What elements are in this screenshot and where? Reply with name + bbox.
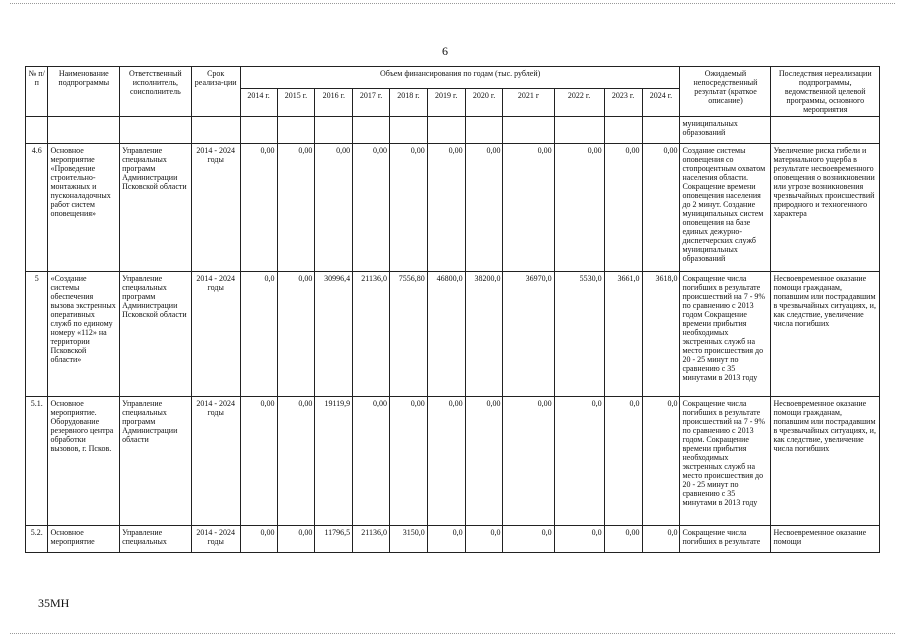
row-value: [353, 117, 390, 144]
year-header: 2022 г.: [554, 88, 604, 116]
row-name: «Создание системы обеспечения вызова экстренных оперативных служб по единому номеру «112» на территории Псковской области»: [48, 272, 120, 397]
year-header: 2021 г: [503, 88, 554, 116]
row-consequences: Несвоевременное оказание помощи гражданам, попавшим или пострадавшим в чрезвычайных ситуациях, и, как следствие, увеличение числа погибших: [771, 272, 880, 397]
row-num: 5: [26, 272, 48, 397]
row-responsible: Управление специальных программ Администрации Псковской области: [120, 144, 192, 272]
row-value: 0,00: [240, 397, 277, 526]
row-value: 0,00: [277, 397, 315, 526]
row-value: 3661,0: [604, 272, 642, 397]
row-num: [26, 117, 48, 144]
row-value: 5530,0: [554, 272, 604, 397]
row-value: 0,00: [503, 397, 554, 526]
row-value: 0,00: [240, 144, 277, 272]
row-value: 21136,0: [353, 526, 390, 553]
row-value: 0,00: [389, 144, 427, 272]
row-value: 0,00: [503, 144, 554, 272]
row-value: 0,00: [427, 397, 465, 526]
row-value: [277, 117, 315, 144]
year-header: 2019 г.: [427, 88, 465, 116]
col-expected-header: Ожидаемый непосредственный результат (краткое описание): [680, 67, 771, 117]
row-value: 0,00: [389, 397, 427, 526]
row-responsible: Управление специальных: [120, 526, 192, 553]
row-expected: Создание системы оповещения со стопроцентным охватом населения области. Сокращение времени оповещения населения до 2 минут. Создание муниципальных систем оповещения на базе единых дежурно-диспетчерских служб муниципальных образований: [680, 144, 771, 272]
program-table: [25, 66, 880, 553]
row-value: [465, 117, 503, 144]
row-expected: Сокращение числа погибших в результате происшествий на 7 - 9% по сравнению с 2013 годом Сокращение времени прибытия необходимых экстренных служб на место происшествия до 20 - 25 минут по сравнению с 35 минутами в 2013 году: [680, 272, 771, 397]
row-expected: муниципальных образований: [680, 117, 771, 144]
row-value: 0,00: [604, 526, 642, 553]
row-name: Основное мероприятие «Проведение строительно-монтажных и пусконаладочных работ систем оповещения»: [48, 144, 120, 272]
row-num: 5.2.: [26, 526, 48, 553]
row-value: [427, 117, 465, 144]
row-value: [554, 117, 604, 144]
row-value: 0,00: [315, 144, 353, 272]
row-value: 0,00: [277, 144, 315, 272]
row-value: [389, 117, 427, 144]
row-value: 38200,0: [465, 272, 503, 397]
row-value: 30996,4: [315, 272, 353, 397]
row-value: [604, 117, 642, 144]
row-value: 0,00: [353, 144, 390, 272]
col-num-header: № п/п: [26, 67, 48, 117]
year-header: 2015 г.: [277, 88, 315, 116]
row-value: [315, 117, 353, 144]
year-header: 2014 г.: [240, 88, 277, 116]
row-value: 0,00: [240, 526, 277, 553]
page-bottom-edge: [10, 633, 895, 634]
row-value: 0,0: [554, 526, 604, 553]
row-value: 0,0: [554, 397, 604, 526]
row-term: 2014 - 2024 годы: [191, 397, 240, 526]
row-value: 11796,5: [315, 526, 353, 553]
row-term: 2014 - 2024 годы: [191, 144, 240, 272]
row-consequences: [771, 117, 880, 144]
table-row: [26, 144, 880, 272]
year-header: 2020 г.: [465, 88, 503, 116]
row-consequences: Несвоевременное оказание помощи гражданам, попавшим или пострадавшим в чрезвычайных ситуациях, и, как следствие, увеличение числа погибших: [771, 397, 880, 526]
col-funding-header: Объем финансирования по годам (тыс. рублей): [240, 67, 680, 89]
row-value: 0,0: [503, 526, 554, 553]
col-responsible-header: Ответственный исполнитель, соисполнитель: [120, 67, 192, 117]
row-term: 2014 - 2024 годы: [191, 526, 240, 553]
row-value: 7556,80: [389, 272, 427, 397]
row-value: 0,00: [465, 397, 503, 526]
row-value: 0,00: [604, 144, 642, 272]
row-responsible: Управление специальных программ Администрации Псковской области: [120, 272, 192, 397]
row-name: [48, 117, 120, 144]
page-top-edge: [10, 3, 895, 4]
row-responsible: Управление специальных программ Администрации области: [120, 397, 192, 526]
table-row: [26, 272, 880, 397]
row-value: 0,0: [642, 526, 680, 553]
table-row: [26, 397, 880, 526]
row-expected: Сокращение числа погибших в результате происшествий на 7 - 9% по сравнению с 2013 годом. Сокращение времени прибытия необходимых экстренных служб на место происшествия до 20 - 25 минут по сравнению с 35 минутами в 2013 году: [680, 397, 771, 526]
row-name: Основное мероприятие. Оборудование резервного центра обработки вызовов, г. Псков.: [48, 397, 120, 526]
table-row: [26, 526, 880, 553]
row-responsible: [120, 117, 192, 144]
row-value: 0,0: [427, 526, 465, 553]
row-value: 21136,0: [353, 272, 390, 397]
year-header: 2023 г.: [604, 88, 642, 116]
col-consequences-header: Последствия нереализации подпрограммы, ведомственной целевой программы, основного мероприятия: [771, 67, 880, 117]
row-expected: Сокращение числа погибших в результате: [680, 526, 771, 553]
row-value: 19119,9: [315, 397, 353, 526]
row-value: 0,0: [642, 397, 680, 526]
header-row: [26, 67, 880, 89]
year-header: 2016 г.: [315, 88, 353, 116]
row-value: 0,00: [427, 144, 465, 272]
row-name: Основное мероприятие: [48, 526, 120, 553]
row-value: 36970,0: [503, 272, 554, 397]
row-term: [191, 117, 240, 144]
col-term-header: Срок реализа-ции: [191, 67, 240, 117]
footer-code: 35МН: [38, 596, 70, 610]
row-value: 0,0: [465, 526, 503, 553]
year-header: 2017 г.: [353, 88, 390, 116]
row-term: 2014 - 2024 годы: [191, 272, 240, 397]
row-value: 46800,0: [427, 272, 465, 397]
table-row: [26, 117, 880, 144]
row-value: 0,00: [353, 397, 390, 526]
year-header: 2024 г.: [642, 88, 680, 116]
row-value: 3618,0: [642, 272, 680, 397]
row-value: 3150,0: [389, 526, 427, 553]
row-value: [240, 117, 277, 144]
row-num: 4.6: [26, 144, 48, 272]
row-consequences: Увеличение риска гибели и материального ущерба в результате несвоевременного оповещения о возникновении или угрозе возникновения чрезвычайных происшествий природного и техногенного характера: [771, 144, 880, 272]
row-value: 0,0: [240, 272, 277, 397]
row-consequences: Несвоевременное оказание помощи: [771, 526, 880, 553]
row-value: 0,00: [465, 144, 503, 272]
row-value: 0,00: [642, 144, 680, 272]
row-value: 0,00: [554, 144, 604, 272]
row-value: 0,0: [604, 397, 642, 526]
row-num: 5.1.: [26, 397, 48, 526]
row-value: [642, 117, 680, 144]
page-number: 6: [442, 44, 448, 58]
row-value: 0,00: [277, 526, 315, 553]
row-value: [503, 117, 554, 144]
row-value: 0,00: [277, 272, 315, 397]
col-name-header: Наименование подпрограммы: [48, 67, 120, 117]
year-header: 2018 г.: [389, 88, 427, 116]
